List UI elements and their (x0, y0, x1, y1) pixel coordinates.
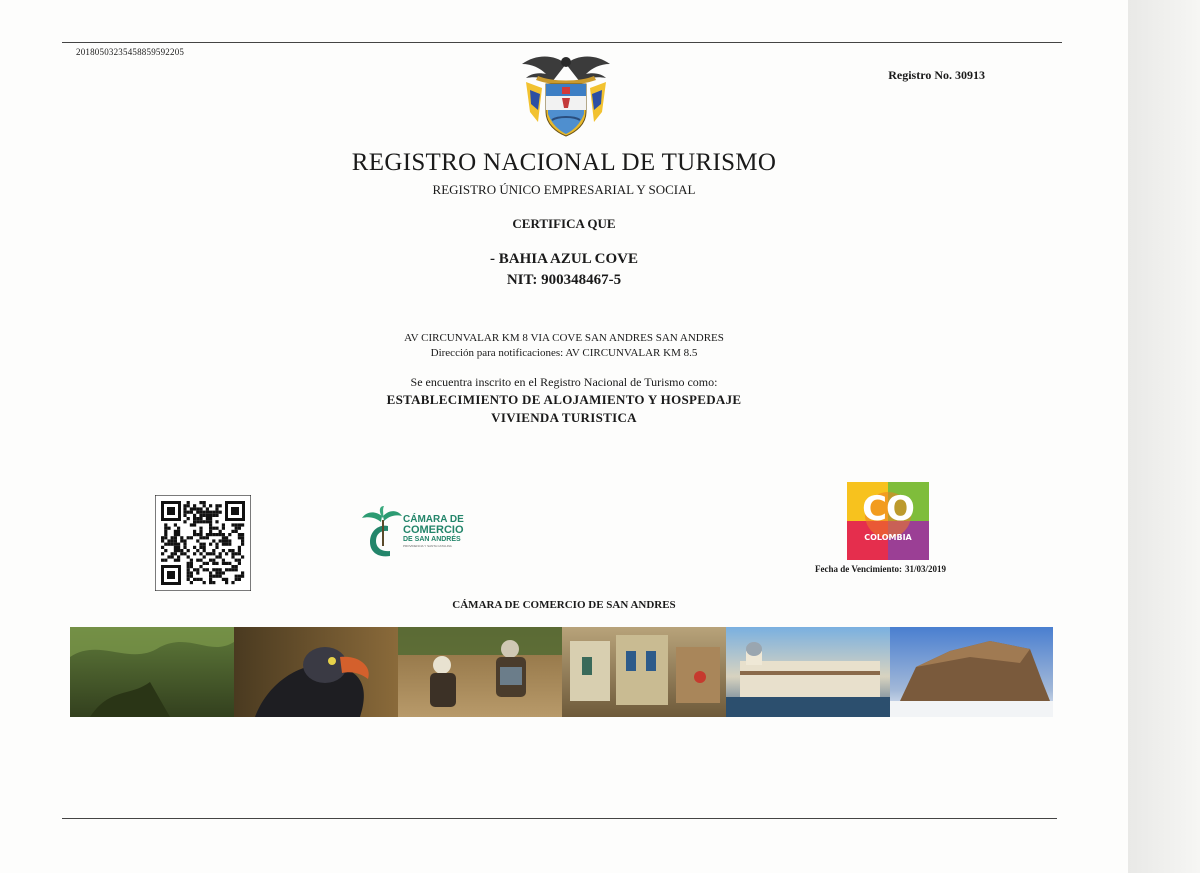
camara-logo-line1: CÁMARA DE (403, 514, 464, 525)
company-nit: NIT: 900348467-5 (506, 272, 622, 288)
qr-code-icon (155, 495, 251, 591)
photo-colonial-street (562, 627, 726, 717)
expiry-line (815, 564, 946, 574)
colombia-logo-text: COLOMBIA (864, 533, 912, 542)
company-address: AV CIRCUNVALAR KM 8 VIA COVE SAN ANDRES SAN ANDRES (404, 332, 724, 344)
camara-logo-line4: PROVIDENCIA Y SANTA CATALINA (403, 544, 452, 548)
photo-musicians (398, 627, 562, 717)
document-title: REGISTRO NACIONAL DE TURISMO (351, 149, 777, 176)
issuer-name: CÁMARA DE COMERCIO DE SAN ANDRES (452, 599, 676, 611)
camara-comercio-logo (362, 506, 480, 560)
document-id: 20180503235458859592205 (76, 47, 185, 57)
top-rule (62, 42, 1062, 43)
expiry-label: Fecha de Vencimiento: (815, 564, 902, 574)
photo-condor (234, 627, 398, 717)
expiry-date: 31/03/2019 (905, 564, 947, 574)
camara-logo-line3: DE SAN ANDRÉS (403, 536, 461, 543)
registration-category: ESTABLECIMIENTO DE ALOJAMIENTO Y HOSPEDAJE (386, 392, 742, 407)
palm-tree-icon (362, 506, 402, 560)
notification-address: Dirección para notificaciones: AV CIRCUNVALAR KM 8.5 (430, 347, 698, 359)
company-name: - BAHIA AZUL COVE (490, 251, 638, 267)
photo-forest (70, 627, 234, 717)
document-subtitle: REGISTRO ÚNICO EMPRESARIAL Y SOCIAL (432, 182, 696, 197)
coat-of-arms-icon (518, 50, 614, 138)
bottom-rule (62, 818, 1057, 819)
camara-logo-line2: COMERCIO (403, 524, 464, 536)
registro-number: Registro No. 30913 (888, 68, 985, 82)
photo-palace (726, 627, 890, 717)
registration-subcategory: VIVIENDA TURISTICA (491, 410, 637, 425)
certifica-heading: CERTIFICA QUE (512, 216, 616, 231)
colombia-brand-logo (847, 482, 929, 560)
scanner-edge (1128, 0, 1200, 873)
inscrito-statement: Se encuentra inscrito en el Registro Nacional de Turismo como: (410, 375, 718, 389)
photo-strip (70, 627, 1053, 717)
photo-rock-mountain (890, 627, 1053, 717)
colombia-logo-co: CO (862, 489, 914, 529)
